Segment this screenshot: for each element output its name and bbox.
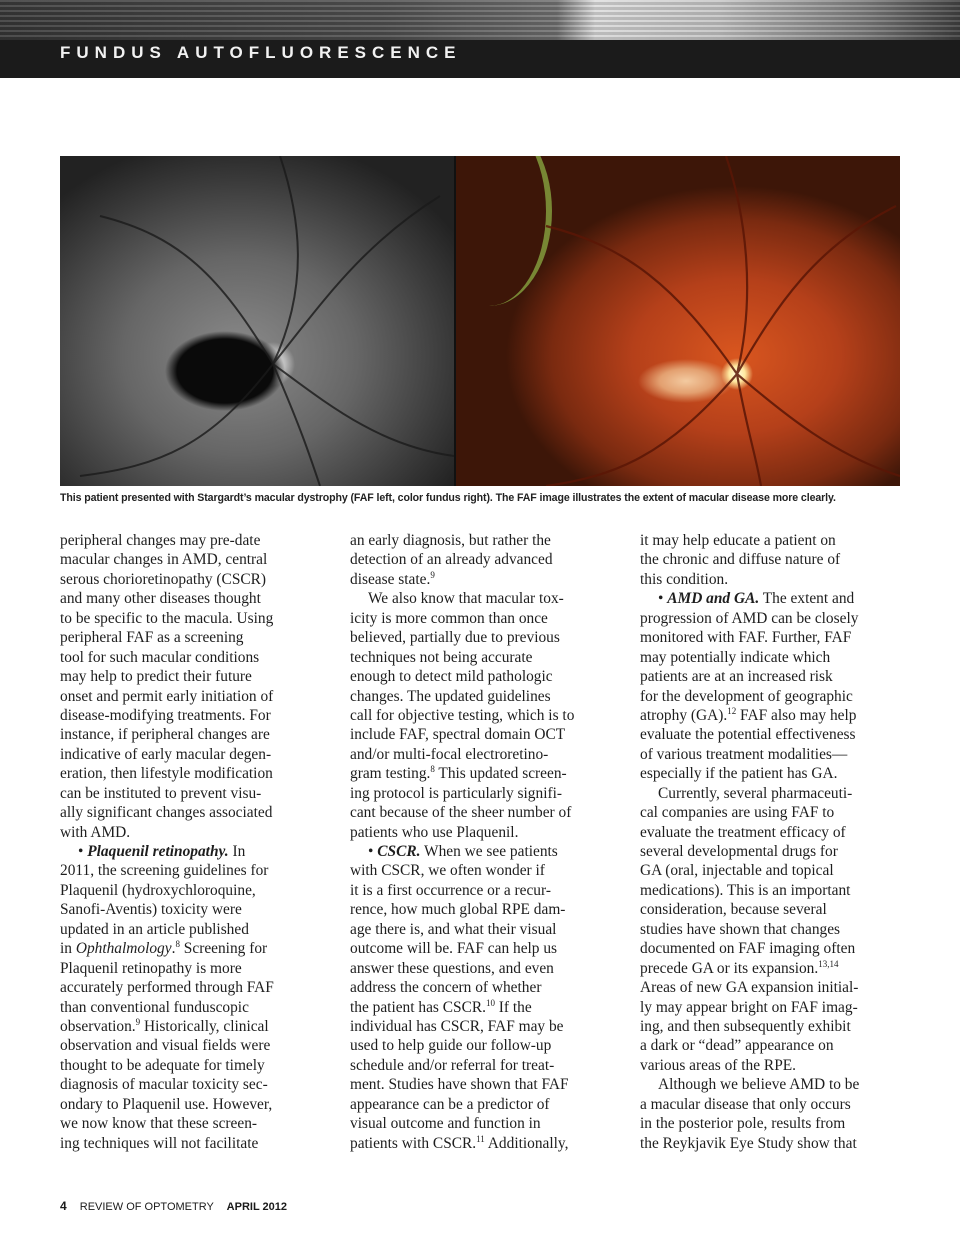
text-line: disease-modifying treatments. For bbox=[60, 706, 271, 724]
text-line: cal companies are using FAF to bbox=[640, 804, 835, 822]
text-line: indicative of early macular degen- bbox=[60, 745, 272, 763]
text-line: observation.$^9$ Historically, clinical bbox=[60, 1016, 269, 1035]
text-line: Areas of new GA expansion initial- bbox=[640, 979, 859, 997]
reference-marker: 9 bbox=[135, 1016, 141, 1027]
text-line: may help to predict their future bbox=[60, 668, 252, 686]
text-line: evaluate the treatment efficacy of bbox=[640, 823, 846, 841]
text-line: We also know that macular tox- bbox=[368, 590, 564, 608]
text-line: Currently, several pharmaceuti- bbox=[658, 784, 853, 802]
text-line: thought to be adequate for timely bbox=[60, 1056, 265, 1074]
page-footer bbox=[60, 1199, 287, 1213]
text-line: • Plaquenil retinopathy. In bbox=[78, 843, 246, 860]
text-line: • AMD and GA. The extent and bbox=[658, 590, 855, 608]
figure-caption: This patient presented with Stargardt’s macular dystrophy (FAF left, color fundus right). The FAF image illustrates the extent of macular disease more clearly. bbox=[60, 492, 836, 504]
text-line: especially if the patient has GA. bbox=[640, 765, 838, 783]
text-line: to be specific to the macula. Using bbox=[60, 609, 274, 627]
text-line: detection of an already advanced bbox=[350, 551, 553, 569]
text-line: individual has CSCR, FAF may be bbox=[350, 1017, 564, 1035]
text-line: observation and visual fields were bbox=[60, 1037, 271, 1055]
reference-marker: 9 bbox=[430, 569, 435, 580]
text-line: answer these questions, and even bbox=[350, 959, 554, 977]
text-line: macular changes in AMD, central bbox=[60, 551, 268, 569]
reference-marker: 10 bbox=[485, 997, 495, 1008]
text-line: Sanofi-Aventis) toxicity were bbox=[60, 901, 242, 919]
text-line: age there is, and what their visual bbox=[350, 920, 557, 938]
reference-marker: 8 bbox=[430, 764, 435, 775]
text-line: gram testing.$^8$ This updated screen- bbox=[350, 764, 567, 783]
text-line: ing protocol is particularly signifi- bbox=[350, 784, 563, 802]
text-line: updated in an article published bbox=[60, 920, 249, 938]
text-line: a dark or “dead” appearance on bbox=[640, 1037, 834, 1055]
text-line: the chronic and diffuse nature of bbox=[640, 551, 841, 569]
text-line: peripheral changes may pre-date bbox=[60, 532, 261, 549]
text-line: ment. Studies have shown that FAF bbox=[350, 1076, 569, 1094]
text-column-2 bbox=[350, 531, 612, 1153]
text-line: 2011, the screening guidelines for bbox=[60, 862, 269, 880]
text-line: precede GA or its expansion.$^{13,14}$ bbox=[640, 958, 839, 977]
text-line: enough to detect mild pathologic bbox=[350, 668, 553, 686]
text-line: eration, then lifestyle modification bbox=[60, 765, 273, 783]
text-line: with CSCR, we often wonder if bbox=[350, 862, 545, 880]
text-line: cant because of the sheer number of bbox=[350, 804, 572, 822]
text-line: Plaquenil (hydroxychloroquine, bbox=[60, 881, 256, 899]
text-line: in Ophthalmology.$^8$ Screening for bbox=[60, 939, 268, 958]
reference-marker: 11 bbox=[476, 1133, 485, 1144]
text-line: ly may appear bright on FAF imag- bbox=[640, 998, 858, 1016]
text-line: an early diagnosis, but rather the bbox=[350, 532, 551, 549]
text-line: medications). This is an important bbox=[640, 881, 851, 899]
text-line: peripheral FAF as a screening bbox=[60, 629, 244, 647]
section-lead-in: CSCR. bbox=[377, 843, 421, 860]
text-line: the Reykjavik Eye Study show that bbox=[640, 1134, 857, 1152]
text-column-3 bbox=[640, 531, 902, 1153]
text-line: outcome will be. FAF can help us bbox=[350, 940, 558, 958]
text-line: it is a first occurrence or a recur- bbox=[350, 881, 551, 899]
text-line: can be instituted to prevent visu- bbox=[60, 784, 262, 802]
text-line: and many other diseases thought bbox=[60, 590, 261, 608]
text-line: we now know that these screen- bbox=[60, 1115, 258, 1133]
text-line: for the development of geographic bbox=[640, 687, 853, 705]
text-line: include FAF, spectral domain OCT bbox=[350, 726, 566, 744]
text-line: patients who use Plaquenil. bbox=[350, 823, 519, 841]
text-column-1 bbox=[60, 531, 322, 1153]
color-fundus-image bbox=[456, 156, 900, 486]
reference-marker: 8 bbox=[175, 939, 180, 950]
text-line: a macular disease that only occurs bbox=[640, 1095, 851, 1113]
text-line: believed, partially due to previous bbox=[350, 629, 560, 647]
text-line: icity is more common than once bbox=[350, 609, 548, 627]
text-line: ing, and then subsequently exhibit bbox=[640, 1017, 851, 1035]
text-line: changes. The updated guidelines bbox=[350, 687, 551, 705]
text-line: patients with CSCR.$^{11}$ Additionally, bbox=[350, 1133, 569, 1152]
text-line: ing techniques will not facilitate bbox=[60, 1134, 259, 1152]
text-line: monitored with FAF. Further, FAF bbox=[640, 629, 852, 647]
issue-date: APRIL 2012 bbox=[226, 1201, 287, 1213]
faf-vessels bbox=[60, 156, 454, 486]
text-line: consideration, because several bbox=[640, 901, 827, 919]
text-line: used to help guide our follow-up bbox=[350, 1037, 552, 1055]
text-line: several developmental drugs for bbox=[640, 843, 838, 860]
text-line: appearance can be a predictor of bbox=[350, 1095, 550, 1113]
section-lead-in: Plaquenil retinopathy. bbox=[87, 843, 229, 860]
text-line: tool for such macular conditions bbox=[60, 648, 260, 666]
text-line: atrophy (GA).$^{12}$ FAF also may help bbox=[640, 705, 857, 724]
section-lead-in: AMD and GA. bbox=[667, 590, 760, 608]
section-title: FUNDUS AUTOFLUORESCENCE bbox=[60, 43, 462, 62]
text-line: GA (oral, injectable and topical bbox=[640, 862, 834, 880]
text-line: ondary to Plaquenil use. However, bbox=[60, 1095, 273, 1113]
figure bbox=[60, 156, 900, 486]
reference-marker: 13,14 bbox=[818, 958, 839, 969]
faf-image bbox=[60, 156, 454, 486]
text-line: onset and permit early initiation of bbox=[60, 687, 274, 705]
section-header bbox=[0, 0, 960, 78]
text-line: techniques not being accurate bbox=[350, 648, 533, 666]
text-line: Plaquenil retinopathy is more bbox=[60, 959, 242, 977]
text-line: evaluate the potential effectiveness bbox=[640, 726, 856, 744]
text-line: it may help educate a patient on bbox=[640, 532, 836, 549]
text-line: than conventional funduscopic bbox=[60, 998, 249, 1016]
text-line: studies have shown that changes bbox=[640, 920, 841, 938]
text-line: disease state.$^9$ bbox=[350, 569, 435, 588]
text-line: of various treatment modalities— bbox=[640, 745, 848, 763]
publication-name: REVIEW OF OPTOMETRY bbox=[79, 1201, 214, 1213]
page-number: 4 bbox=[60, 1199, 67, 1213]
text-line: may potentially indicate which bbox=[640, 648, 831, 666]
text-line: serous chorioretinopathy (CSCR) bbox=[60, 570, 267, 588]
text-line: various areas of the RPE. bbox=[640, 1056, 797, 1074]
reference-marker: 12 bbox=[727, 705, 737, 716]
text-line: progression of AMD can be closely bbox=[640, 609, 859, 627]
text-line: rence, how much global RPE dam- bbox=[350, 901, 566, 919]
text-line: with AMD. bbox=[60, 823, 131, 841]
text-line: visual outcome and function in bbox=[350, 1115, 541, 1133]
fundus-vessels bbox=[456, 156, 900, 486]
text-line: address the concern of whether bbox=[350, 979, 542, 997]
text-line: this condition. bbox=[640, 570, 729, 588]
text-line: accurately performed through FAF bbox=[60, 979, 274, 997]
oct-scan-banner bbox=[0, 0, 960, 40]
text-line: schedule and/or referral for treat- bbox=[350, 1056, 555, 1074]
text-line: and/or multi-focal electroretino- bbox=[350, 745, 549, 763]
text-line: the patient has CSCR.$^{10}$ If the bbox=[350, 997, 532, 1016]
text-line: diagnosis of macular toxicity sec- bbox=[60, 1076, 268, 1094]
text-line: patients are at an increased risk bbox=[640, 668, 833, 686]
text-line: Although we believe AMD to be bbox=[658, 1076, 860, 1094]
text-line: documented on FAF imaging often bbox=[640, 940, 856, 958]
text-line: • CSCR. When we see patients bbox=[368, 843, 558, 860]
text-line: call for objective testing, which is to bbox=[350, 706, 575, 724]
text-line: in the posterior pole, results from bbox=[640, 1115, 846, 1133]
text-line: instance, if peripheral changes are bbox=[60, 726, 270, 744]
text-line: ally significant changes associated bbox=[60, 804, 273, 822]
